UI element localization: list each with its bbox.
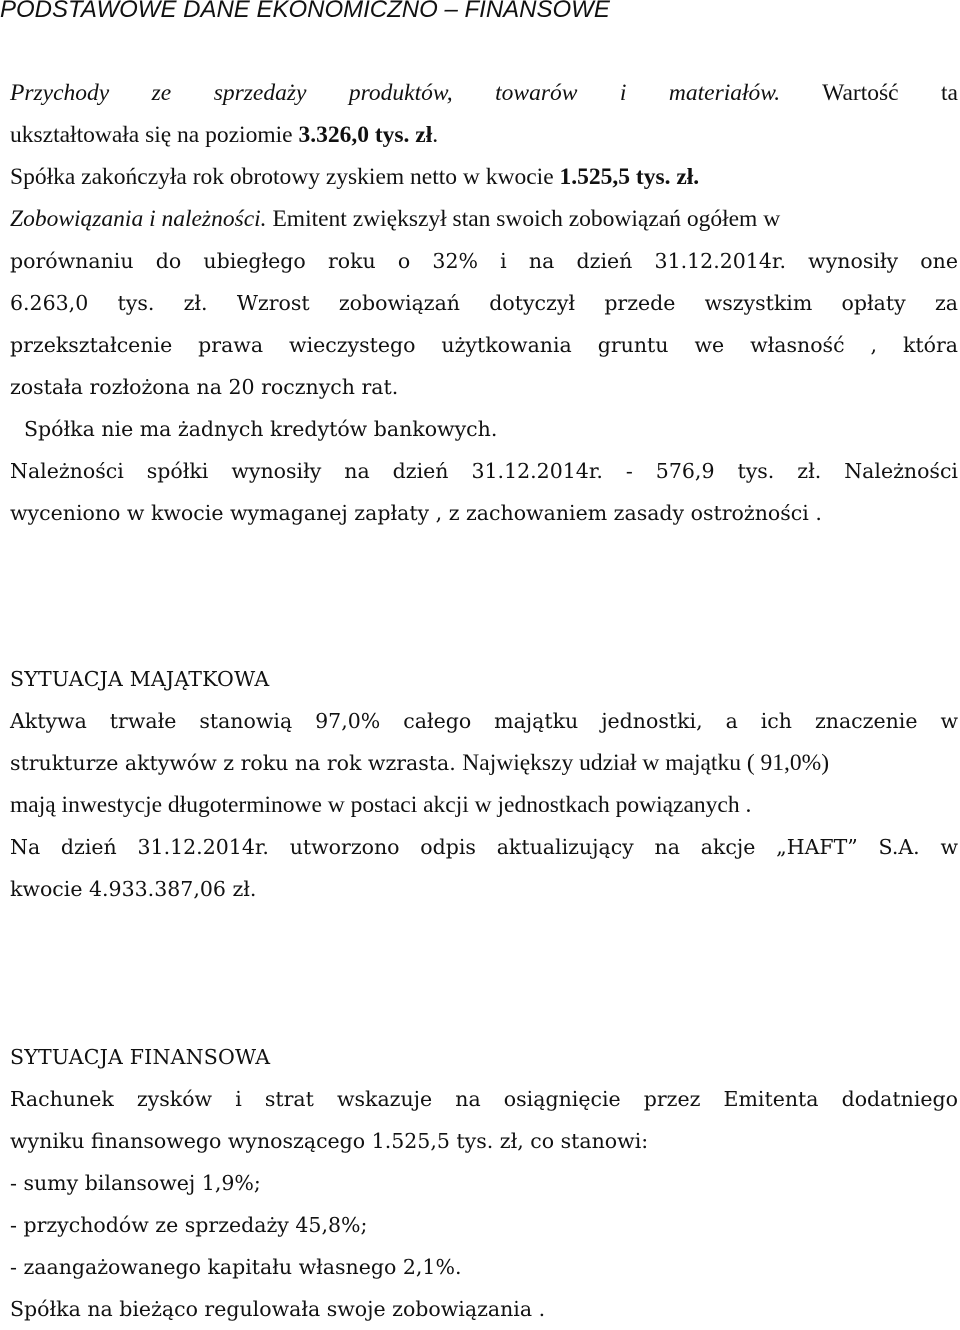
revenue-line-2: [10, 114, 958, 156]
finance-item-2: - przychodów ze sprzedaży 45,8%;: [10, 1213, 368, 1237]
assets-line-4: Na dzień 31.12.2014r. utworzono odpis aktualizujący na akcje „HAFT” S.A. w: [10, 835, 958, 859]
liabilities-line-1: [10, 198, 958, 240]
document-title: PODSTAWOWE DANE EKONOMICZNO – FINANSOWE: [0, 0, 610, 23]
revenue-line-1: [10, 72, 958, 114]
no-credit-line: Spółka nie ma żadnych kredytów bankowych.: [24, 417, 498, 441]
revenue-label: Przychody ze sprzedaży produktów, towarów i materiałów.: [10, 80, 781, 106]
liabilities-text-1: Emitent zwiększył stan swoich zobowiązań ogółem w: [266, 206, 781, 232]
assets-line-3: mają inwestycje długoterminowe w postaci akcji w jednostkach powiązanych .: [10, 792, 752, 818]
profit-text: Spółka zakończyła rok obrotowy zyskiem netto w kwocie: [10, 164, 560, 190]
finance-heading: SYTUACJA FINANSOWA: [10, 1045, 271, 1069]
revenue-end: .: [432, 122, 439, 148]
revenue-value: 3.326,0 tys. zł: [298, 122, 433, 148]
revenue-label-tail: Wartość ta: [780, 80, 958, 106]
assets-line-2b: Największy udział w majątku ( 91,0%): [462, 750, 830, 776]
assets-line-2a: strukturze aktywów z roku na rok wzrasta.: [10, 751, 463, 775]
liabilities-line-2: porównaniu do ubiegłego roku o 32% i na dzień 31.12.2014r. wynosiły one: [10, 249, 958, 273]
assets-line-2: [10, 742, 958, 784]
assets-line-5: kwocie 4.933.387,06 zł.: [10, 877, 257, 901]
profit-line: [10, 156, 958, 198]
assets-line-1: Aktywa trwałe stanowią 97,0% całego majątku jednostki, a ich znaczenie w: [10, 709, 958, 733]
finance-item-1: - sumy bilansowej 1,9%;: [10, 1171, 261, 1195]
profit-value: 1.525,5 tys. zł.: [559, 164, 700, 190]
revenue-text: ukształtowała się na poziomie: [10, 122, 299, 148]
liabilities-line-3: 6.263,0 tys. zł. Wzrost zobowiązań dotyczył przede wszystkim opłaty za: [10, 291, 958, 315]
assets-heading: SYTUACJA MAJĄTKOWA: [10, 667, 270, 691]
liabilities-line-5: została rozłożona na 20 rocznych rat.: [10, 375, 399, 399]
finance-closing: Spółka na bieżąco regulowała swoje zobowiązania .: [10, 1297, 546, 1321]
finance-line-2: wyniku finansowego wynoszącego 1.525,5 tys. zł, co stanowi:: [10, 1129, 649, 1153]
finance-line-1: Rachunek zysków i strat wskazuje na osiągnięcie przez Emitenta dodatniego: [10, 1087, 958, 1111]
finance-item-3: - zaangażowanego kapitału własnego 2,1%.: [10, 1255, 462, 1279]
receivables-line-2: wyceniono w kwocie wymaganej zapłaty , z zachowaniem zasady ostrożności .: [10, 501, 822, 525]
receivables-line-1: Należności spółki wynosiły na dzień 31.12.2014r. - 576,9 tys. zł. Należności: [10, 459, 958, 483]
liabilities-line-4: przekształcenie prawa wieczystego użytkowania gruntu we własność , która: [10, 333, 958, 357]
liabilities-title: Zobowiązania i należności.: [10, 206, 267, 232]
